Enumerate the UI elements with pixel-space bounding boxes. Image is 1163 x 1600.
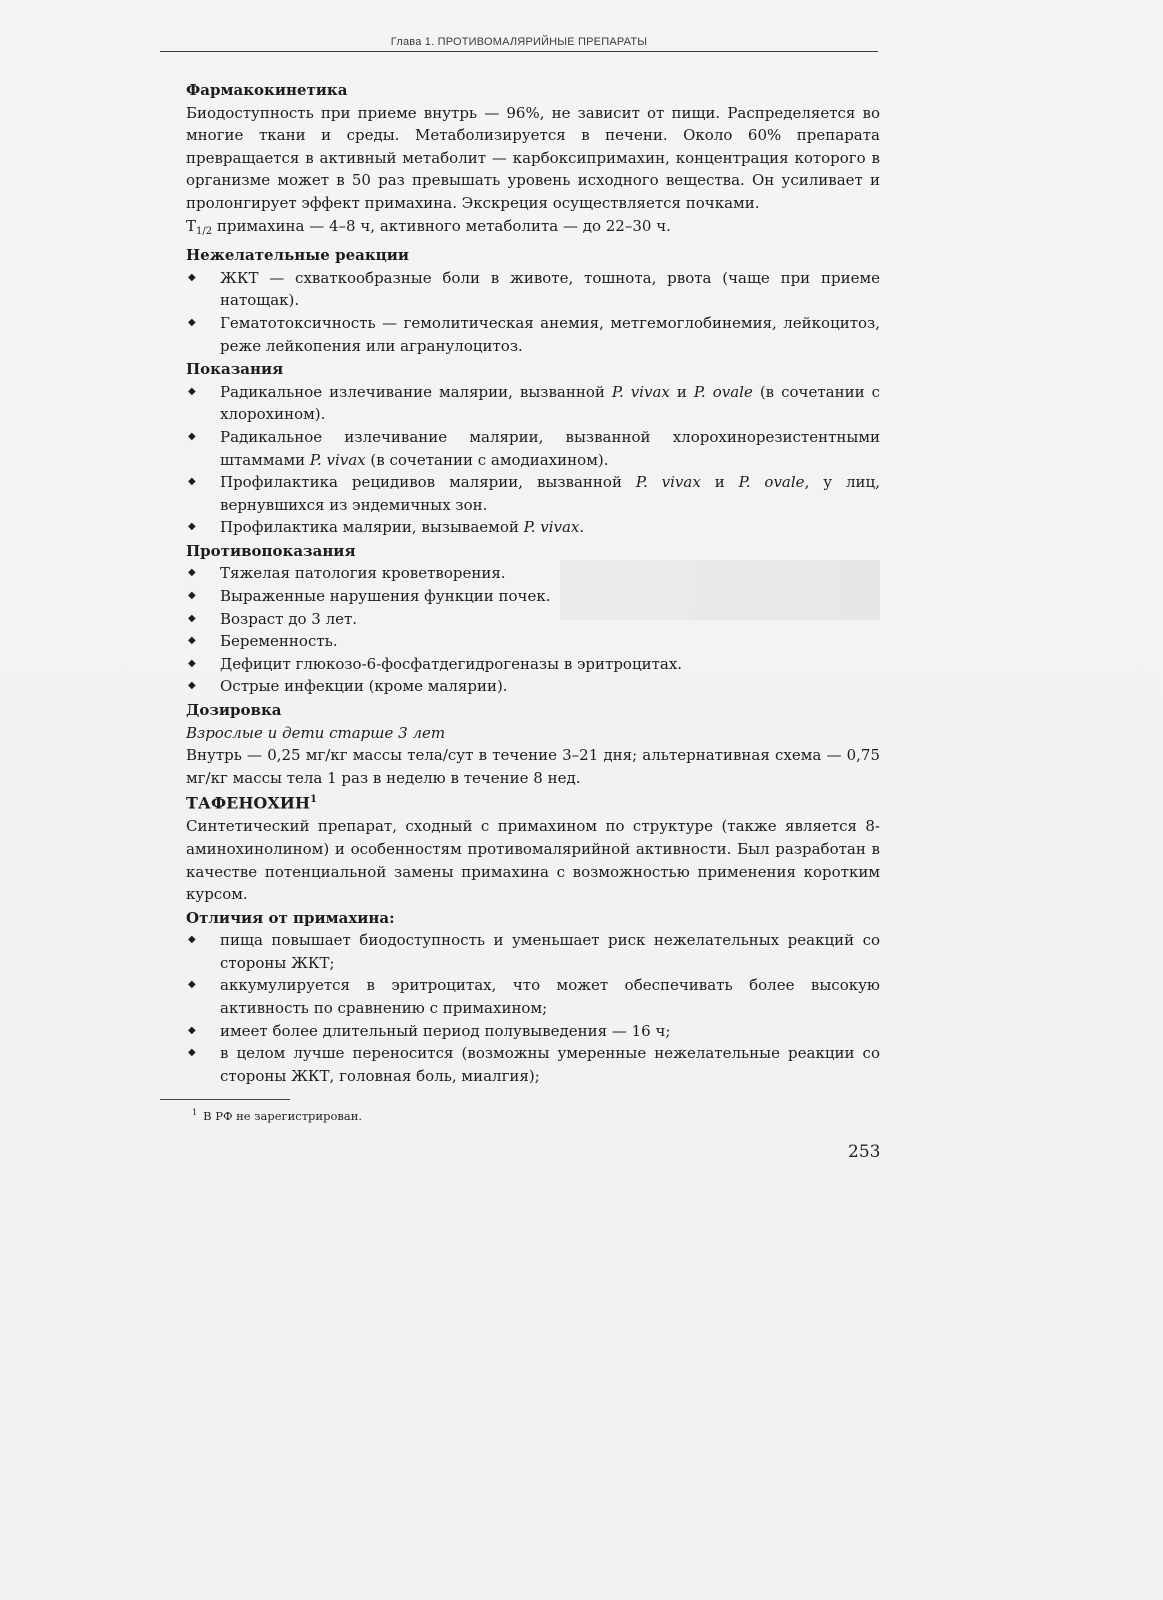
list-item — [186, 267, 880, 312]
dosage-heading: Дозировка — [186, 701, 282, 720]
bullet-icon: ◆ — [188, 271, 196, 283]
list-item — [186, 974, 880, 1019]
tafenoquine-text: Синтетический препарат, сходный с примахином по структуре (также является 8-аминохинолином) и особенностям противомалярийной активности. Был разработан в качестве потенциальной замены примахина с возможностью применения коротким курсом. — [186, 817, 880, 904]
bullet-icon: ◆ — [188, 430, 196, 442]
bullet-icon: ◆ — [188, 934, 196, 946]
species-name: P. vivax — [611, 382, 670, 401]
bullet-icon: ◆ — [188, 316, 196, 328]
list-item-text: в целом лучше переносится (возможны умеренные нежелательные реакции со стороны ЖКТ, головная боль, миалгия); — [220, 1044, 880, 1085]
differences-list — [186, 929, 880, 1087]
pharmacokinetics-body: Биодоступность при приеме внутрь — 96%, не зависит от пищи. Распределяется во многие ткани и среды. Метаболизируется в печени. Около 60% препарата превращается в активный метаболит — карбоксипримахин, концентрация которого в организме может в 50 раз превышать уровень исходного вещества. Он усиливает и пролонгирует эффект примахина. Экскреция осуществляется почками. — [186, 103, 880, 212]
list-item-text: пища повышает биодоступность и уменьшает риск нежелательных реакций со стороны ЖКТ; — [220, 931, 880, 972]
list-item — [186, 312, 880, 357]
bullet-icon: ◆ — [188, 1024, 196, 1036]
bullet-icon: ◆ — [188, 680, 196, 692]
species-name: P. vivax — [309, 450, 366, 469]
list-item — [186, 929, 880, 974]
bullet-icon: ◆ — [188, 385, 196, 397]
list-item — [186, 471, 880, 516]
indications-heading: Показания — [186, 360, 284, 379]
bullet-icon: ◆ — [188, 657, 196, 669]
list-item-text: и — [669, 382, 694, 401]
list-item-text: Возраст до 3 лет. — [220, 609, 358, 628]
footnote-mark: 1 — [192, 1108, 198, 1117]
contraindications-list — [186, 562, 880, 698]
list-item-text: (в сочетании с амодиахином). — [365, 450, 609, 469]
list-item — [186, 608, 880, 631]
bullet-icon: ◆ — [188, 567, 196, 579]
half-life-symbol: T — [186, 216, 197, 235]
species-name: P. vivax — [523, 518, 580, 537]
list-item-text: Гематотоксичность — гемолитическая анемия, метгемоглобинемия, лейкоцитоз, реже лейкопения или агранулоцитоз. — [220, 313, 880, 355]
list-item-text: Выраженные нарушения функции почек. — [220, 587, 551, 606]
drug-title-text: ТАФЕНОХИН — [186, 793, 311, 813]
adverse-heading: Нежелательные реакции — [186, 246, 409, 265]
list-item-text: имеет более длительный период полувыведения — 16 ч; — [220, 1021, 671, 1040]
contraindications-heading: Противопоказания — [186, 541, 356, 560]
footnote-marker: 1 — [310, 794, 317, 806]
list-item — [186, 426, 880, 471]
list-item-text: Острые инфекции (кроме малярии). — [220, 677, 508, 696]
dosage-subheading — [186, 722, 880, 745]
list-item — [186, 562, 880, 585]
list-item-text: , у лиц, вернувшихся из эндемичных зон. — [220, 473, 880, 514]
list-item-text: Профилактика малярии, вызываемой — [220, 518, 524, 537]
half-life-subscript: 1/2 — [196, 225, 213, 237]
page-content — [186, 78, 880, 1087]
list-item-text: ЖКТ — схваткообразные боли в животе, тошнота, рвота (чаще при приеме натощак). — [220, 268, 880, 310]
differences-heading: Отличия от примахина: — [186, 908, 395, 927]
list-item — [186, 630, 880, 653]
footnote-divider — [160, 1099, 290, 1100]
dosage-subheading-text: Взрослые и дети старше 3 лет — [186, 723, 446, 742]
list-item — [186, 675, 880, 698]
list-item-text: Радикальное излечивание малярии, вызванной хлорохинорезистентными штаммами — [220, 427, 880, 469]
footnote — [192, 1108, 362, 1123]
footnote-text: В РФ не зарегистрирован. — [203, 1108, 363, 1123]
half-life-text: примахина — 4–8 ч, активного метаболита — до 22–30 ч. — [212, 216, 671, 235]
page-number: 253 — [848, 1142, 881, 1162]
list-item-text: Радикальное излечивание малярии, вызванной — [220, 382, 612, 401]
list-item-text: и — [700, 473, 739, 492]
list-item-text: (в сочетании с хлорохином). — [220, 382, 880, 424]
list-item-text: . — [579, 518, 585, 537]
bullet-icon: ◆ — [188, 979, 196, 991]
list-item — [186, 1042, 880, 1087]
list-item — [186, 381, 880, 426]
list-item-text: Тяжелая патология кроветворения. — [220, 564, 506, 583]
species-name: P. vivax — [635, 473, 701, 492]
tafenoquine-title — [186, 789, 880, 815]
list-item — [186, 585, 880, 608]
list-item-text: Беременность. — [220, 632, 338, 651]
species-name: P. ovale — [738, 473, 805, 492]
list-item — [186, 653, 880, 676]
bullet-icon: ◆ — [188, 521, 196, 533]
bullet-icon: ◆ — [188, 1047, 196, 1059]
pharmacokinetics-heading: Фармакокинетика — [186, 81, 348, 99]
list-item-text: аккумулируется в эритроцитах, что может обеспечивать более высокую активность по сравнению с примахином; — [220, 976, 880, 1018]
list-item-text: Профилактика рецидивов малярии, вызванной — [220, 473, 636, 492]
indications-list — [186, 381, 880, 539]
running-head: Глава 1. ПРОТИВОМАЛЯРИЙНЫЕ ПРЕПАРАТЫ — [160, 36, 878, 52]
bullet-icon: ◆ — [188, 590, 196, 602]
bullet-icon: ◆ — [188, 635, 196, 647]
bullet-icon: ◆ — [188, 476, 196, 488]
list-item — [186, 516, 880, 539]
dosage-text: Внутрь — 0,25 мг/кг массы тела/сут в течение 3–21 дня; альтернативная схема — 0,75 мг/кг массы тела 1 раз в неделю в течение 8 нед. — [186, 746, 880, 787]
adverse-list — [186, 267, 880, 357]
bullet-icon: ◆ — [188, 612, 196, 624]
pharmacokinetics-text — [186, 102, 880, 244]
list-item — [186, 1020, 880, 1043]
species-name: P. ovale — [693, 382, 753, 401]
list-item-text: Дефицит глюкозо-6-фосфатдегидрогеназы в эритроцитах. — [220, 654, 683, 673]
